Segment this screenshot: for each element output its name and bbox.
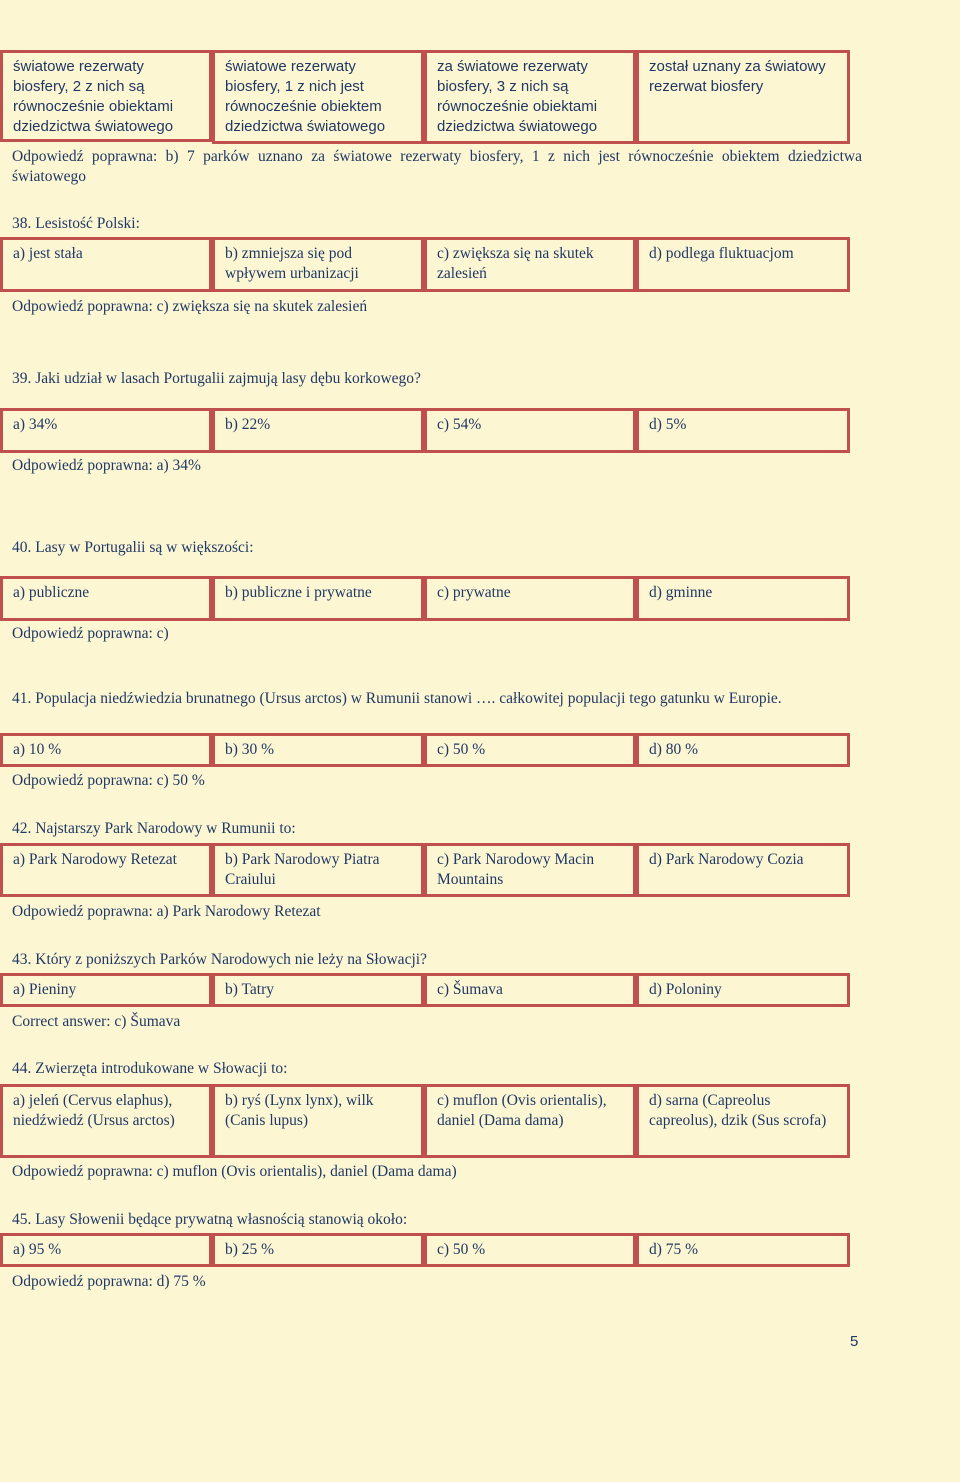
q39-question: 39. Jaki udział w lasach Portugalii zajmują lasy dębu korkowego? — [12, 370, 421, 387]
prev-options-row — [0, 50, 854, 144]
q43-option-d: d) Poloniny — [636, 973, 850, 1007]
q44-answer: Odpowiedź poprawna: c) muflon (Ovis orientalis), daniel (Dama dama) — [12, 1163, 457, 1180]
q39-option-d: d) 5% — [636, 408, 850, 453]
q41-question: 41. Populacja niedźwiedzia brunatnego (Ursus arctos) w Rumunii stanowi …. całkowitej populacji tego gatunku w Europie. — [12, 690, 782, 707]
q39-option-b: b) 22% — [212, 408, 424, 453]
q42-answer: Odpowiedź poprawna: a) Park Narodowy Retezat — [12, 903, 321, 920]
q41-option-a: a) 10 % — [0, 733, 212, 767]
q45-option-c: c) 50 % — [424, 1233, 636, 1267]
q42-option-a: a) Park Narodowy Retezat — [0, 843, 212, 897]
q39-option-c: c) 54% — [424, 408, 636, 453]
q41-option-d: d) 80 % — [636, 733, 850, 767]
q41-option-c: c) 50 % — [424, 733, 636, 767]
q41-option-b: b) 30 % — [212, 733, 424, 767]
q42-option-d: d) Park Narodowy Cozia — [636, 843, 850, 897]
q39-options-row — [0, 408, 854, 453]
q40-option-a: a) publiczne — [0, 576, 212, 621]
prev-option-d: został uznany za światowy rezerwat biosfery — [636, 50, 850, 144]
q38-option-c: c) zwiększa się na skutek zalesień — [424, 237, 636, 292]
q38-answer: Odpowiedź poprawna: c) zwiększa się na skutek zalesień — [12, 298, 368, 315]
q45-option-a: a) 95 % — [0, 1233, 212, 1267]
q40-answer: Odpowiedź poprawna: c) — [12, 625, 169, 642]
q42-option-b: b) Park Narodowy Piatra Craiului — [212, 843, 424, 897]
q44-option-b: b) ryś (Lynx lynx), wilk (Canis lupus) — [212, 1084, 424, 1158]
q40-option-b: b) publiczne i prywatne — [212, 576, 424, 621]
q43-options-row — [0, 973, 854, 1007]
q42-option-c: c) Park Narodowy Macin Mountains — [424, 843, 636, 897]
q43-option-b: b) Tatry — [212, 973, 424, 1007]
prev-option-b: światowe rezerwaty biosfery, 1 z nich jest równocześnie obiektem dziedzictwa światowego — [212, 50, 424, 144]
q41-answer: Odpowiedź poprawna: c) 50 % — [12, 772, 205, 789]
q43-answer: Correct answer: c) Šumava — [12, 1013, 181, 1030]
prev-option-c: za światowe rezerwaty biosfery, 3 z nich są równocześnie obiektami dziedzictwa światowego — [424, 50, 636, 144]
q43-option-c: c) Šumava — [424, 973, 636, 1007]
q40-option-d: d) gminne — [636, 576, 850, 621]
q43-question: 43. Który z poniższych Parków Narodowych nie leży na Słowacji? — [12, 951, 427, 968]
q38-option-a: a) jest stała — [0, 237, 212, 292]
q43-option-a: a) Pieniny — [0, 973, 212, 1007]
q44-option-a: a) jeleń (Cervus elaphus), niedźwiedź (Ursus arctos) — [0, 1084, 212, 1158]
q39-answer: Odpowiedź poprawna: a) 34% — [12, 457, 201, 474]
q44-options-row — [0, 1084, 854, 1158]
page-number: 5 — [850, 1333, 859, 1350]
q45-option-b: b) 25 % — [212, 1233, 424, 1267]
q45-option-d: d) 75 % — [636, 1233, 850, 1267]
q41-options-row — [0, 733, 854, 767]
q45-options-row — [0, 1233, 854, 1267]
q44-question: 44. Zwierzęta introdukowane w Słowacji to: — [12, 1060, 288, 1077]
q42-question: 42. Najstarszy Park Narodowy w Rumunii to: — [12, 820, 296, 837]
q38-option-d: d) podlega fluktuacjom — [636, 237, 850, 292]
q44-option-d: d) sarna (Capreolus capreolus), dzik (Sus scrofa) — [636, 1084, 850, 1158]
q40-question: 40. Lasy w Portugalii są w większości: — [12, 539, 254, 556]
prev-answer: Odpowiedź poprawna: b) 7 parków uznano za światowe rezerwaty biosfery, 1 z nich jest równocześnie obiektem dziedzictwa światowego — [12, 148, 862, 185]
q40-options-row — [0, 576, 854, 621]
q45-answer: Odpowiedź poprawna: d) 75 % — [12, 1273, 206, 1290]
q42-options-row — [0, 843, 854, 897]
q39-option-a: a) 34% — [0, 408, 212, 453]
q38-question: 38. Lesistość Polski: — [12, 215, 140, 232]
q38-option-b: b) zmniejsza się pod wpływem urbanizacji — [212, 237, 424, 292]
q44-option-c: c) muflon (Ovis orientalis), daniel (Dama dama) — [424, 1084, 636, 1158]
q45-question: 45. Lasy Słowenii będące prywatną własnością stanowią około: — [12, 1211, 408, 1228]
q38-options-row — [0, 237, 854, 292]
prev-option-a: światowe rezerwaty biosfery, 2 z nich są równocześnie obiektami dziedzictwa światowego — [0, 50, 212, 142]
q40-option-c: c) prywatne — [424, 576, 636, 621]
